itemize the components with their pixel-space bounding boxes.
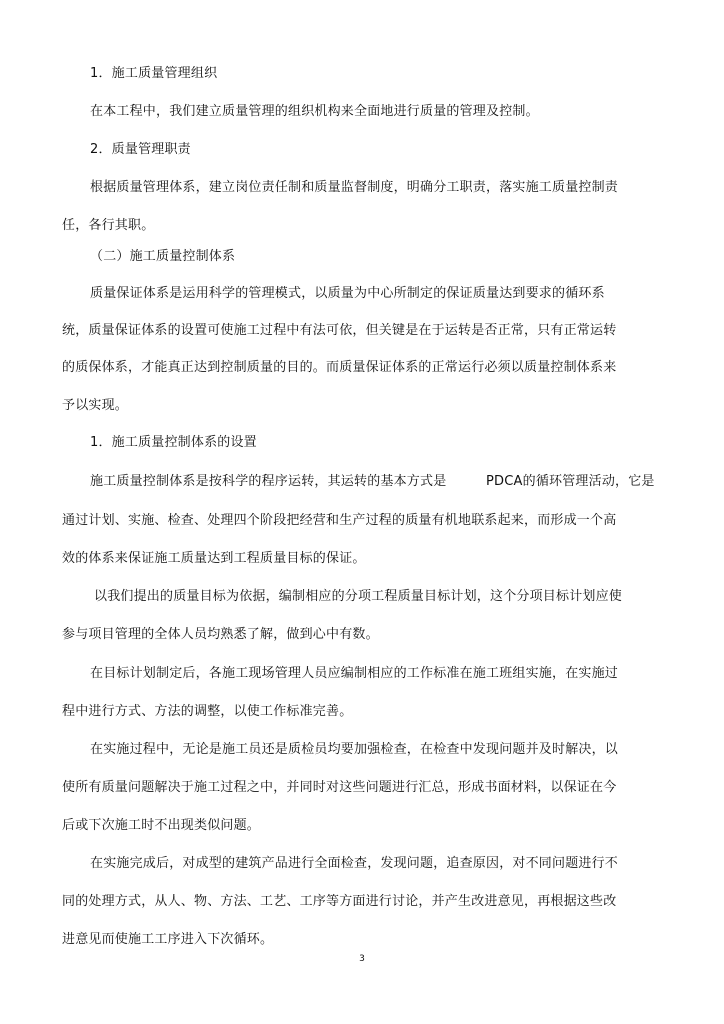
heading-quality-organization: 1．施工质量管理组织 bbox=[90, 66, 218, 81]
paragraph-line: 根据质量管理体系，建立岗位责任制和质量监督制度，明确分工职责，落实施工质量控制责 bbox=[90, 180, 619, 195]
paragraph-line: 同的处理方式，从人、物、方法、工艺、工序等方面进行讨论，并产生改进意见，再根据这些改 bbox=[62, 894, 617, 909]
paragraph-line: 进意见而使施工工序进入下次循环。 bbox=[62, 932, 274, 947]
paragraph-line: 效的体系来保证施工质量达到工程质量目标的保证。 bbox=[62, 551, 366, 566]
paragraph-line: 参与项目管理的全体人员均熟悉了解，做到心中有数。 bbox=[62, 627, 379, 642]
section-heading-control-system: （二）施工质量控制体系 bbox=[90, 249, 236, 264]
paragraph-line: 的质保体系，才能真正达到控制质量的目的。而质量保证体系的正常运行必须以质量控制体系来 bbox=[62, 360, 617, 375]
paragraph-line: 程中进行方式、方法的调整，以使工作标准完善。 bbox=[62, 704, 353, 719]
heading-control-system-setup: 1．施工质量控制体系的设置 bbox=[90, 435, 257, 450]
paragraph-line: 予以实现。 bbox=[62, 398, 129, 413]
paragraph-line: 在目标计划制定后，各施工现场管理人员应编制相应的工作标准在施工班组实施，在实施过 bbox=[90, 666, 619, 681]
paragraph-line: 施工质量控制体系是按科学的程序运转，其运转的基本方式是 PDCA的循环管理活动，它是 bbox=[90, 474, 655, 489]
paragraph-line: 统，质量保证体系的设置可使施工过程中有法可依，但关键是在于运转是否正常，只有正常运转 bbox=[62, 323, 617, 338]
paragraph-line: 使所有质量问题解决于施工过程之中，并同时对这些问题进行汇总，形成书面材料，以保证在今 bbox=[62, 780, 617, 795]
paragraph-line: 在实施完成后，对成型的建筑产品进行全面检查，发现问题，追查原因，对不同问题进行不 bbox=[90, 856, 619, 871]
paragraph-line: 通过计划、实施、检查、处理四个阶段把经营和生产过程的质量有机地联系起来，而形成一个高 bbox=[62, 513, 617, 528]
paragraph-line: 质量保证体系是运用科学的管理模式，以质量为中心所制定的保证质量达到要求的循环系 bbox=[90, 286, 605, 301]
paragraph-line: 以我们提出的质量目标为依据，编制相应的分项工程质量目标计划，这个分项目标计划应使 bbox=[94, 589, 623, 604]
page-number: 3 bbox=[359, 954, 365, 964]
paragraph-line: 后或下次施工时不出现类似问题。 bbox=[62, 818, 261, 833]
paragraph-line: 在实施过程中，无论是施工员还是质检员均要加强检查，在检查中发现问题并及时解决，以 bbox=[90, 742, 619, 757]
paragraph-line: 在本工程中，我们建立质量管理的组织机构来全面地进行质量的管理及控制。 bbox=[90, 104, 539, 119]
paragraph-line: 任，各行其职。 bbox=[62, 218, 155, 233]
heading-quality-duties: 2．质量管理职责 bbox=[90, 142, 191, 157]
